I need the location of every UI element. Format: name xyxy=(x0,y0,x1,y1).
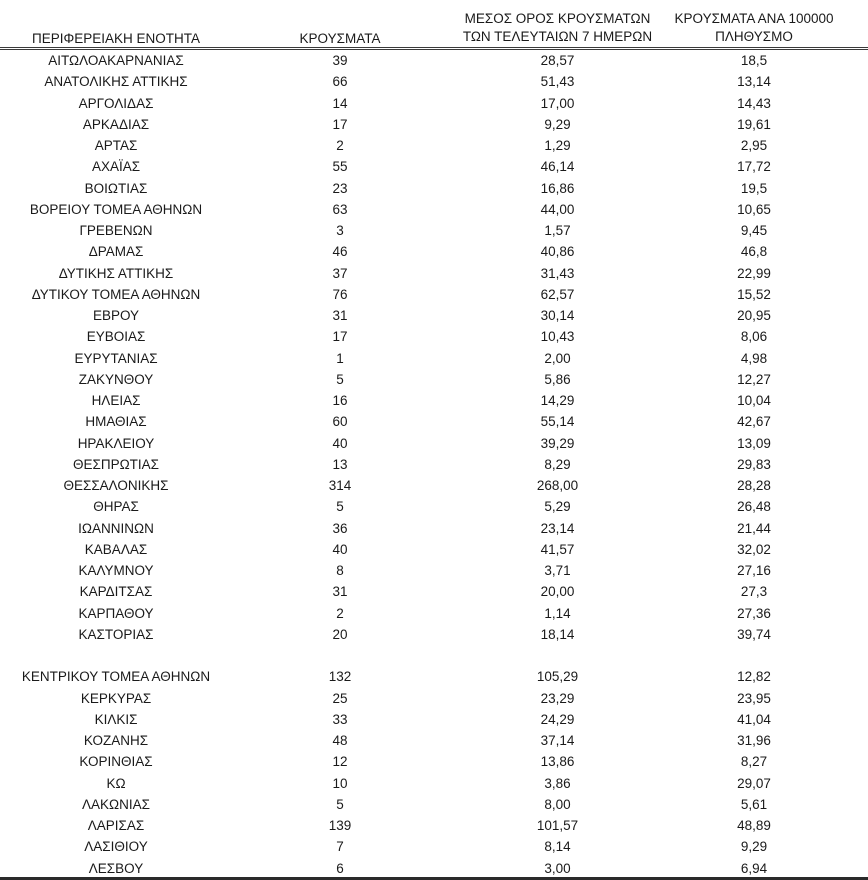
table-row xyxy=(0,815,868,836)
table-row xyxy=(0,411,868,432)
cell-regional-unit: ΛΑΚΩΝΙΑΣ xyxy=(82,796,150,812)
cell-7day-average: 28,57 xyxy=(540,53,575,68)
table-row xyxy=(0,709,868,730)
cell-cases: 7 xyxy=(336,839,344,855)
cell-regional-unit: ΑΧΑΪΑΣ xyxy=(91,159,141,175)
cell-cases-per-100k: 29,07 xyxy=(737,775,771,791)
cell-cases-per-100k: 32,02 xyxy=(737,541,771,557)
cell-cases: 40 xyxy=(332,541,348,557)
cell-regional-unit: ΓΡΕΒΕΝΩΝ xyxy=(79,223,153,238)
cell-cases-per-100k: 20,95 xyxy=(737,308,771,323)
cell-cases-per-100k: 26,48 xyxy=(737,499,771,515)
header-7day-average-line2: ΤΩΝ ΤΕΛΕΥΤΑΙΩΝ 7 ΗΜΕΡΩΝ xyxy=(462,29,653,44)
table-row xyxy=(0,751,868,772)
cell-7day-average: 10,43 xyxy=(540,329,575,345)
table-row xyxy=(0,858,868,879)
cell-7day-average: 20,00 xyxy=(540,584,575,600)
cell-cases-per-100k: 15,52 xyxy=(737,286,771,302)
cell-7day-average: 14,29 xyxy=(540,393,575,408)
table-row xyxy=(0,263,868,284)
cell-regional-unit: ΘΕΣΠΡΩΤΙΑΣ xyxy=(72,456,160,472)
cell-7day-average: 8,14 xyxy=(544,839,571,855)
cell-7day-average: 24,29 xyxy=(540,711,575,727)
cell-cases-per-100k: 28,28 xyxy=(737,478,771,493)
cell-regional-unit: ΑΡΤΑΣ xyxy=(94,138,138,153)
cell-cases-per-100k: 31,96 xyxy=(737,733,771,748)
table-row-spacer xyxy=(0,645,868,666)
header-cases-per-100k-line2: ΠΛΗΘΥΣΜΟ xyxy=(715,29,793,44)
cell-cases: 17 xyxy=(332,329,348,345)
cell-regional-unit: ΗΜΑΘΙΑΣ xyxy=(85,414,147,430)
cell-cases: 8 xyxy=(336,563,344,578)
cell-7day-average: 101,57 xyxy=(536,818,579,833)
header-7day-average xyxy=(460,10,655,46)
cell-cases-per-100k: 21,44 xyxy=(737,520,771,536)
cell-7day-average: 23,29 xyxy=(540,690,575,706)
cell-regional-unit: ΚΑΛΥΜΝΟΥ xyxy=(78,563,154,578)
cell-regional-unit: ΘΗΡΑΣ xyxy=(93,499,139,515)
cell-7day-average: 44,00 xyxy=(540,201,575,217)
table-row xyxy=(0,156,868,177)
cell-cases-per-100k: 39,74 xyxy=(737,626,771,642)
table-row xyxy=(0,666,868,687)
table-row xyxy=(0,220,868,241)
cell-regional-unit: ΕΒΡΟΥ xyxy=(92,308,140,323)
cell-regional-unit: ΚΕΡΚΥΡΑΣ xyxy=(80,690,152,706)
cell-cases-per-100k: 46,8 xyxy=(740,244,768,260)
cell-cases: 12 xyxy=(332,754,348,770)
table-row xyxy=(0,794,868,815)
cell-cases: 17 xyxy=(332,116,348,132)
table-row xyxy=(0,305,868,326)
cell-7day-average: 3,00 xyxy=(544,860,571,876)
cell-7day-average: 13,86 xyxy=(540,754,575,770)
cell-cases: 132 xyxy=(328,669,352,685)
cell-cases: 10 xyxy=(332,775,348,791)
cell-7day-average: 9,29 xyxy=(544,116,571,132)
cell-regional-unit: ΚΑΡΔΙΤΣΑΣ xyxy=(79,584,153,600)
cell-7day-average: 30,14 xyxy=(540,308,575,323)
cell-7day-average: 1,57 xyxy=(544,223,571,238)
cell-regional-unit: ΚΙΛΚΙΣ xyxy=(94,711,138,727)
cell-regional-unit: ΕΥΡΥΤΑΝΙΑΣ xyxy=(74,350,158,366)
cell-regional-unit: ΑΝΑΤΟΛΙΚΗΣ ΑΤΤΙΚΗΣ xyxy=(44,74,188,90)
header-7day-average-line1: ΜΕΣΟΣ ΟΡΟΣ ΚΡΟΥΣΜΑΤΩΝ xyxy=(464,11,651,26)
table-row xyxy=(0,496,868,517)
cell-7day-average: 46,14 xyxy=(540,159,575,175)
cell-7day-average: 40,86 xyxy=(540,244,575,260)
cell-cases: 76 xyxy=(332,286,348,302)
cell-cases: 40 xyxy=(332,435,348,451)
cell-cases: 314 xyxy=(328,478,352,493)
cell-regional-unit: ΛΑΣΙΘΙΟΥ xyxy=(84,839,148,855)
cell-cases-per-100k: 41,04 xyxy=(737,711,771,727)
cell-cases: 5 xyxy=(336,371,344,387)
cell-regional-unit: ΚΟΖΑΝΗΣ xyxy=(83,733,149,748)
cell-7day-average: 5,29 xyxy=(544,499,571,515)
cell-regional-unit: ΛΑΡΙΣΑΣ xyxy=(87,818,145,833)
cell-cases: 14 xyxy=(332,95,348,111)
cell-regional-unit: ΔΥΤΙΚΟΥ ΤΟΜΕΑ ΑΘΗΝΩΝ xyxy=(31,286,201,302)
cell-cases: 25 xyxy=(332,690,348,706)
header-cases-per-100k-line1: ΚΡΟΥΣΜΑΤΑ ΑΝΑ 100000 xyxy=(674,11,834,26)
table-row xyxy=(0,773,868,794)
cell-cases-per-100k: 12,82 xyxy=(737,669,771,685)
cell-cases-per-100k: 9,29 xyxy=(740,839,768,855)
cell-cases-per-100k: 14,43 xyxy=(737,95,771,111)
cell-7day-average: 2,00 xyxy=(544,350,571,366)
cell-cases: 39 xyxy=(332,53,348,68)
cell-cases-per-100k: 19,5 xyxy=(740,180,768,196)
table-row xyxy=(0,199,868,220)
cell-cases-per-100k: 42,67 xyxy=(737,414,771,430)
cell-cases-per-100k: 29,83 xyxy=(737,456,771,472)
cell-cases: 55 xyxy=(332,159,348,175)
cell-cases-per-100k: 17,72 xyxy=(737,159,771,175)
cell-cases: 5 xyxy=(336,499,344,515)
cell-regional-unit: ΚΟΡΙΝΘΙΑΣ xyxy=(79,754,153,770)
cell-7day-average: 31,43 xyxy=(540,265,575,281)
cell-cases: 31 xyxy=(332,308,348,323)
table-row xyxy=(0,836,868,857)
cell-cases: 3 xyxy=(336,223,344,238)
cell-cases-per-100k: 13,14 xyxy=(737,74,771,90)
header-regional-unit: ΠΕΡΙΦΕΡΕΙΑΚΗ ΕΝΟΤΗΤΑ xyxy=(31,31,201,46)
cell-7day-average: 17,00 xyxy=(540,95,575,111)
cell-7day-average: 55,14 xyxy=(540,414,575,430)
cell-cases: 20 xyxy=(332,626,348,642)
cell-regional-unit: ΗΛΕΙΑΣ xyxy=(91,393,141,408)
cell-7day-average: 62,57 xyxy=(540,286,575,302)
cell-7day-average: 18,14 xyxy=(540,626,575,642)
cell-cases: 48 xyxy=(332,733,348,748)
cell-cases: 5 xyxy=(336,796,344,812)
cell-cases-per-100k: 23,95 xyxy=(737,690,771,706)
cell-regional-unit: ΔΥΤΙΚΗΣ ΑΤΤΙΚΗΣ xyxy=(58,265,174,281)
cell-cases: 16 xyxy=(332,393,348,408)
cell-cases-per-100k: 13,09 xyxy=(737,435,771,451)
cell-7day-average: 3,71 xyxy=(544,563,571,578)
table-row xyxy=(0,50,868,71)
cell-7day-average: 268,00 xyxy=(536,478,579,493)
cell-regional-unit: ΚΕΝΤΡΙΚΟΥ ΤΟΜΕΑ ΑΘΗΝΩΝ xyxy=(21,669,211,685)
table-row xyxy=(0,603,868,624)
cell-regional-unit: ΘΕΣΣΑΛΟΝΙΚΗΣ xyxy=(63,478,169,493)
cell-cases-per-100k: 19,61 xyxy=(737,116,771,132)
cell-cases: 37 xyxy=(332,265,348,281)
cell-regional-unit: ΚΑΣΤΟΡΙΑΣ xyxy=(78,626,154,642)
cell-7day-average: 105,29 xyxy=(536,669,579,685)
cell-cases-per-100k: 18,5 xyxy=(740,53,768,68)
cell-cases-per-100k: 8,27 xyxy=(740,754,768,770)
table-header xyxy=(0,0,868,48)
cell-cases: 2 xyxy=(336,605,344,621)
table-row xyxy=(0,475,868,496)
cell-7day-average: 23,14 xyxy=(540,520,575,536)
cell-7day-average: 37,14 xyxy=(540,733,575,748)
cell-regional-unit: ΑΡΚΑΔΙΑΣ xyxy=(82,116,150,132)
cell-regional-unit: ΑΙΤΩΛΟΑΚΑΡΝΑΝΙΑΣ xyxy=(48,53,184,68)
cell-cases: 2 xyxy=(336,138,344,153)
cell-7day-average: 16,86 xyxy=(540,180,575,196)
table-body xyxy=(0,50,868,879)
cell-regional-unit: ΚΑΡΠΑΘΟΥ xyxy=(78,605,154,621)
cell-cases: 31 xyxy=(332,584,348,600)
table-row xyxy=(0,114,868,135)
cell-regional-unit: ΖΑΚΥΝΘΟΥ xyxy=(78,371,154,387)
cell-7day-average: 8,00 xyxy=(544,796,571,812)
cell-regional-unit: ΗΡΑΚΛΕΙΟΥ xyxy=(77,435,155,451)
cell-regional-unit: ΕΥΒΟΙΑΣ xyxy=(86,329,146,345)
cell-7day-average: 1,29 xyxy=(544,138,571,153)
cell-cases: 6 xyxy=(336,860,344,876)
cell-cases-per-100k: 48,89 xyxy=(737,818,771,833)
cell-cases-per-100k: 22,99 xyxy=(737,265,771,281)
cell-regional-unit: ΚΑΒΑΛΑΣ xyxy=(84,541,148,557)
cell-cases-per-100k: 6,94 xyxy=(740,860,768,876)
cell-cases: 60 xyxy=(332,414,348,430)
cell-regional-unit: ΚΩ xyxy=(106,775,126,791)
cell-cases-per-100k: 10,65 xyxy=(737,201,771,217)
cell-cases-per-100k: 4,98 xyxy=(740,350,768,366)
cell-7day-average: 39,29 xyxy=(540,435,575,451)
cell-cases-per-100k: 2,95 xyxy=(740,138,768,153)
table-row xyxy=(0,284,868,305)
table-row xyxy=(0,71,868,92)
cell-regional-unit: ΙΩΑΝΝΙΝΩΝ xyxy=(78,520,154,536)
table-row xyxy=(0,135,868,156)
table-row xyxy=(0,390,868,411)
cell-cases: 23 xyxy=(332,180,348,196)
cell-cases: 1 xyxy=(336,350,344,366)
cell-regional-unit: ΑΡΓΟΛΙΔΑΣ xyxy=(78,95,154,111)
cell-7day-average: 3,86 xyxy=(544,775,571,791)
table-row xyxy=(0,560,868,581)
cell-cases: 33 xyxy=(332,711,348,727)
cell-cases: 46 xyxy=(332,244,348,260)
table-row xyxy=(0,348,868,369)
cell-cases: 66 xyxy=(332,74,348,90)
table-row xyxy=(0,730,868,751)
table-row xyxy=(0,326,868,347)
cell-cases-per-100k: 8,06 xyxy=(740,329,768,345)
cell-cases-per-100k: 9,45 xyxy=(740,223,768,238)
table-row xyxy=(0,433,868,454)
cell-regional-unit: ΒΟΙΩΤΙΑΣ xyxy=(84,180,148,196)
cell-cases: 63 xyxy=(332,201,348,217)
header-cases-per-100k xyxy=(660,10,848,46)
table-row xyxy=(0,581,868,602)
cell-regional-unit: ΛΕΣΒΟΥ xyxy=(88,860,144,876)
table-row xyxy=(0,624,868,645)
table-row xyxy=(0,539,868,560)
cell-cases-per-100k: 12,27 xyxy=(737,371,771,387)
cell-regional-unit: ΔΡΑΜΑΣ xyxy=(88,244,144,260)
cell-7day-average: 1,14 xyxy=(544,605,571,621)
cell-cases-per-100k: 5,61 xyxy=(740,796,768,812)
cell-7day-average: 51,43 xyxy=(540,74,575,90)
cell-cases-per-100k: 27,3 xyxy=(740,584,768,600)
cell-7day-average: 41,57 xyxy=(540,541,575,557)
cell-regional-unit: ΒΟΡΕΙΟΥ ΤΟΜΕΑ ΑΘΗΝΩΝ xyxy=(29,201,203,217)
cell-cases: 13 xyxy=(332,456,348,472)
table-row xyxy=(0,93,868,114)
cell-7day-average: 5,86 xyxy=(544,371,571,387)
cell-cases: 139 xyxy=(328,818,352,833)
cell-cases-per-100k: 27,36 xyxy=(737,605,771,621)
cell-7day-average: 8,29 xyxy=(544,456,571,472)
table-row xyxy=(0,518,868,539)
table-row xyxy=(0,241,868,262)
table-row xyxy=(0,688,868,709)
table-row xyxy=(0,454,868,475)
header-cases: ΚΡΟΥΣΜΑΤΑ xyxy=(299,31,381,46)
table-row xyxy=(0,369,868,390)
cell-cases: 36 xyxy=(332,520,348,536)
cell-cases-per-100k: 27,16 xyxy=(737,563,771,578)
cell-cases-per-100k: 10,04 xyxy=(737,393,771,408)
table-row xyxy=(0,178,868,199)
